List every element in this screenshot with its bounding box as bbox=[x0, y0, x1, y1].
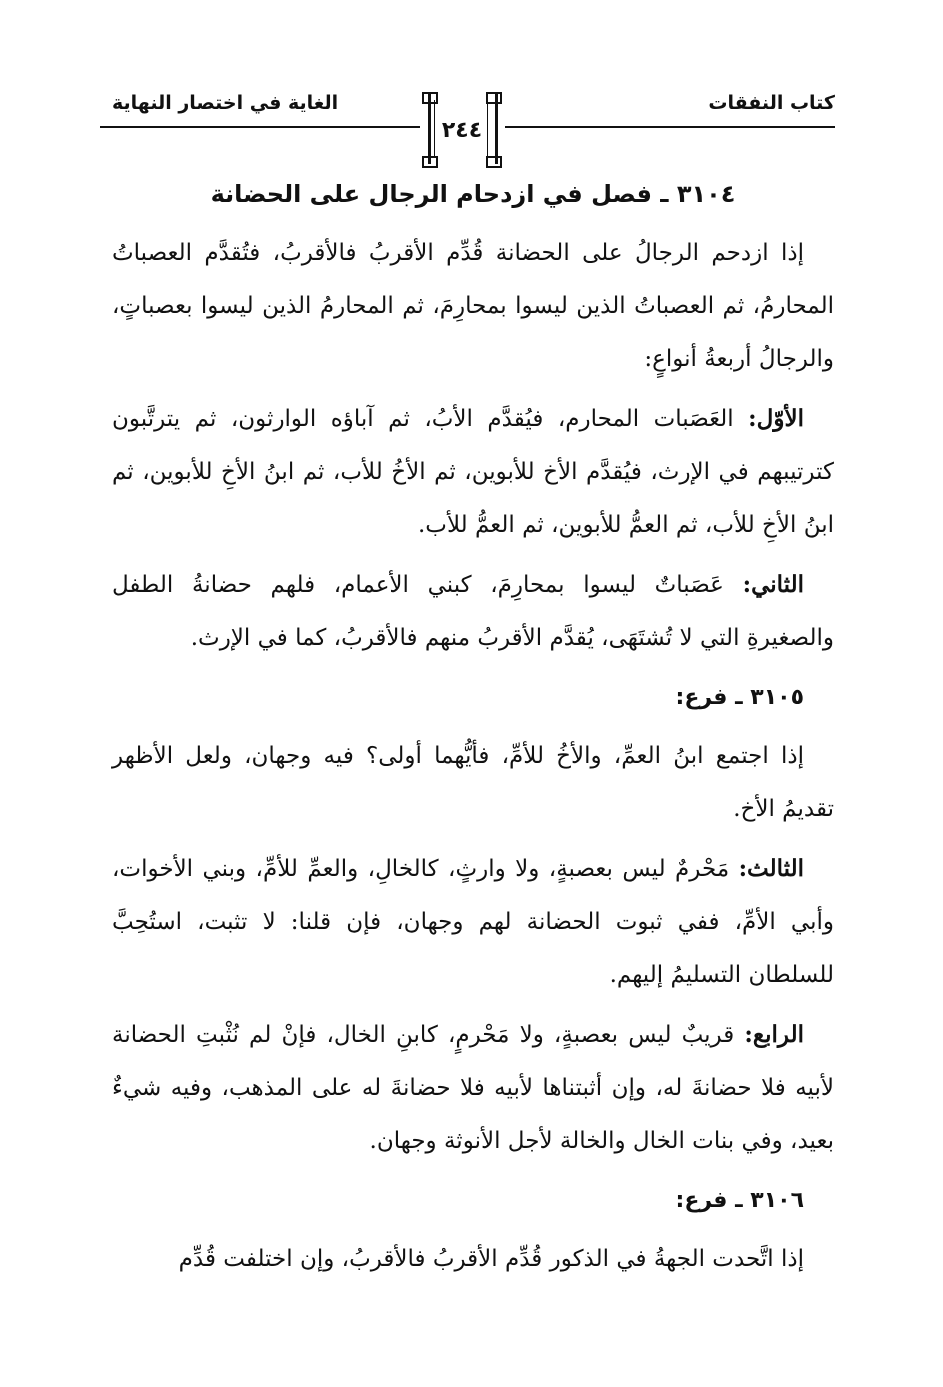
paragraph-branch-3106: إذا اتَّحدت الجهةُ في الذكور قُدِّم الأقربُ فالأقربُ، وإن اختلفت قُدِّم bbox=[178, 1246, 804, 1272]
type-second-text: عَصَباتٌ ليسوا بمحارِمَ، كبني الأعمام، فلهم حضانةُ الطفل والصغيرةِ التي لا تُشتَهَى، يُقدَّم الأقربُ منهم فالأقربُ، كما في الإرث. bbox=[112, 572, 834, 651]
running-header bbox=[100, 92, 835, 172]
paragraph-type-second bbox=[112, 558, 834, 665]
paragraph-intro: إذا ازدحم الرجالُ على الحضانة قُدِّم الأقربُ فالأقربُ، فتُقدَّم العصباتُ المحارمُ، ثم العصباتُ الذين ليسوا بمحارِمَ، ثم المحارمُ الذين ليسوا بعصباتٍ، والرجالُ أربعةُ أنواعٍ: bbox=[112, 240, 834, 372]
frame-ornament-top-left bbox=[422, 92, 438, 104]
type-fourth-text: قريبٌ ليس بعصبةٍ، ولا مَحْرمٍ، كابنِ الخال، فإنْ لم نُثْبتِ الحضانة لأبيه فلا حضانةَ له، وإن أثبتناها لأبيه فلا حضانةَ له على المذهب، وفيه شيءٌ بعيد، وفي بنات الخال والخالة لأجل الأنوثة وجهان. bbox=[112, 1022, 834, 1154]
type-first-text: العَصَبات المحارم، فيُقدَّم الأبُ، ثم آباؤه الوارثون، ثم يترتَّبون كترتيبهم في الإرث، فيُقدَّم الأخ للأبوين، ثم الأخُ للأب، ثم ابنُ الأخِ للأبوين، ثم ابنُ الأخِ للأب، ثم العمُّ للأبوين، ثم العمُّ للأب. bbox=[112, 406, 834, 538]
header-book-title: كتاب النفقات bbox=[708, 92, 835, 114]
page-number-frame bbox=[422, 94, 502, 170]
type-first-label: الأوّل: bbox=[748, 405, 804, 432]
type-third-text: مَحْرمٌ ليس بعصبةٍ، ولا وارثٍ، كالخالِ، والعمِّ للأمِّ، وبني الأخوات، وأبي الأمِّ، ففي ثبوت الحضانة لهم وجهان، فإن قلنا: لا تثبت، استُحِبَّ للسلطان التسليمُ إليهم. bbox=[112, 856, 834, 988]
frame-ornament-bottom-right bbox=[486, 156, 502, 168]
paragraph-type-first bbox=[112, 392, 834, 552]
page-body bbox=[112, 168, 834, 1292]
type-second-label: الثاني: bbox=[742, 571, 804, 598]
type-fourth-label: الرابع: bbox=[744, 1021, 804, 1048]
paragraph-type-fourth bbox=[112, 1008, 834, 1168]
type-third-label: الثالث: bbox=[738, 855, 804, 882]
section-title: ٣١٠٤ ـ فصل في ازدحام الرجال على الحضانة bbox=[210, 180, 736, 208]
paragraph-branch-3105: إذا اجتمع ابنُ العمِّ، والأخُ للأمِّ، فأيُّهما أولى؟ فيه وجهان، ولعل الأظهر تقديمُ الأخ. bbox=[112, 743, 834, 822]
subsection-heading-3106: ٣١٠٦ ـ فرع: bbox=[675, 1188, 804, 1213]
header-work-title: الغاية في اختصار النهاية bbox=[112, 92, 339, 114]
page-number: ٢٤٤ bbox=[441, 118, 483, 143]
paragraph-type-third bbox=[112, 842, 834, 1002]
subsection-heading-3105: ٣١٠٥ ـ فرع: bbox=[675, 685, 804, 710]
frame-ornament-bottom-left bbox=[422, 156, 438, 168]
header-rule-left bbox=[100, 126, 420, 128]
header-rule-right bbox=[505, 126, 835, 128]
frame-ornament-top-right bbox=[486, 92, 502, 104]
